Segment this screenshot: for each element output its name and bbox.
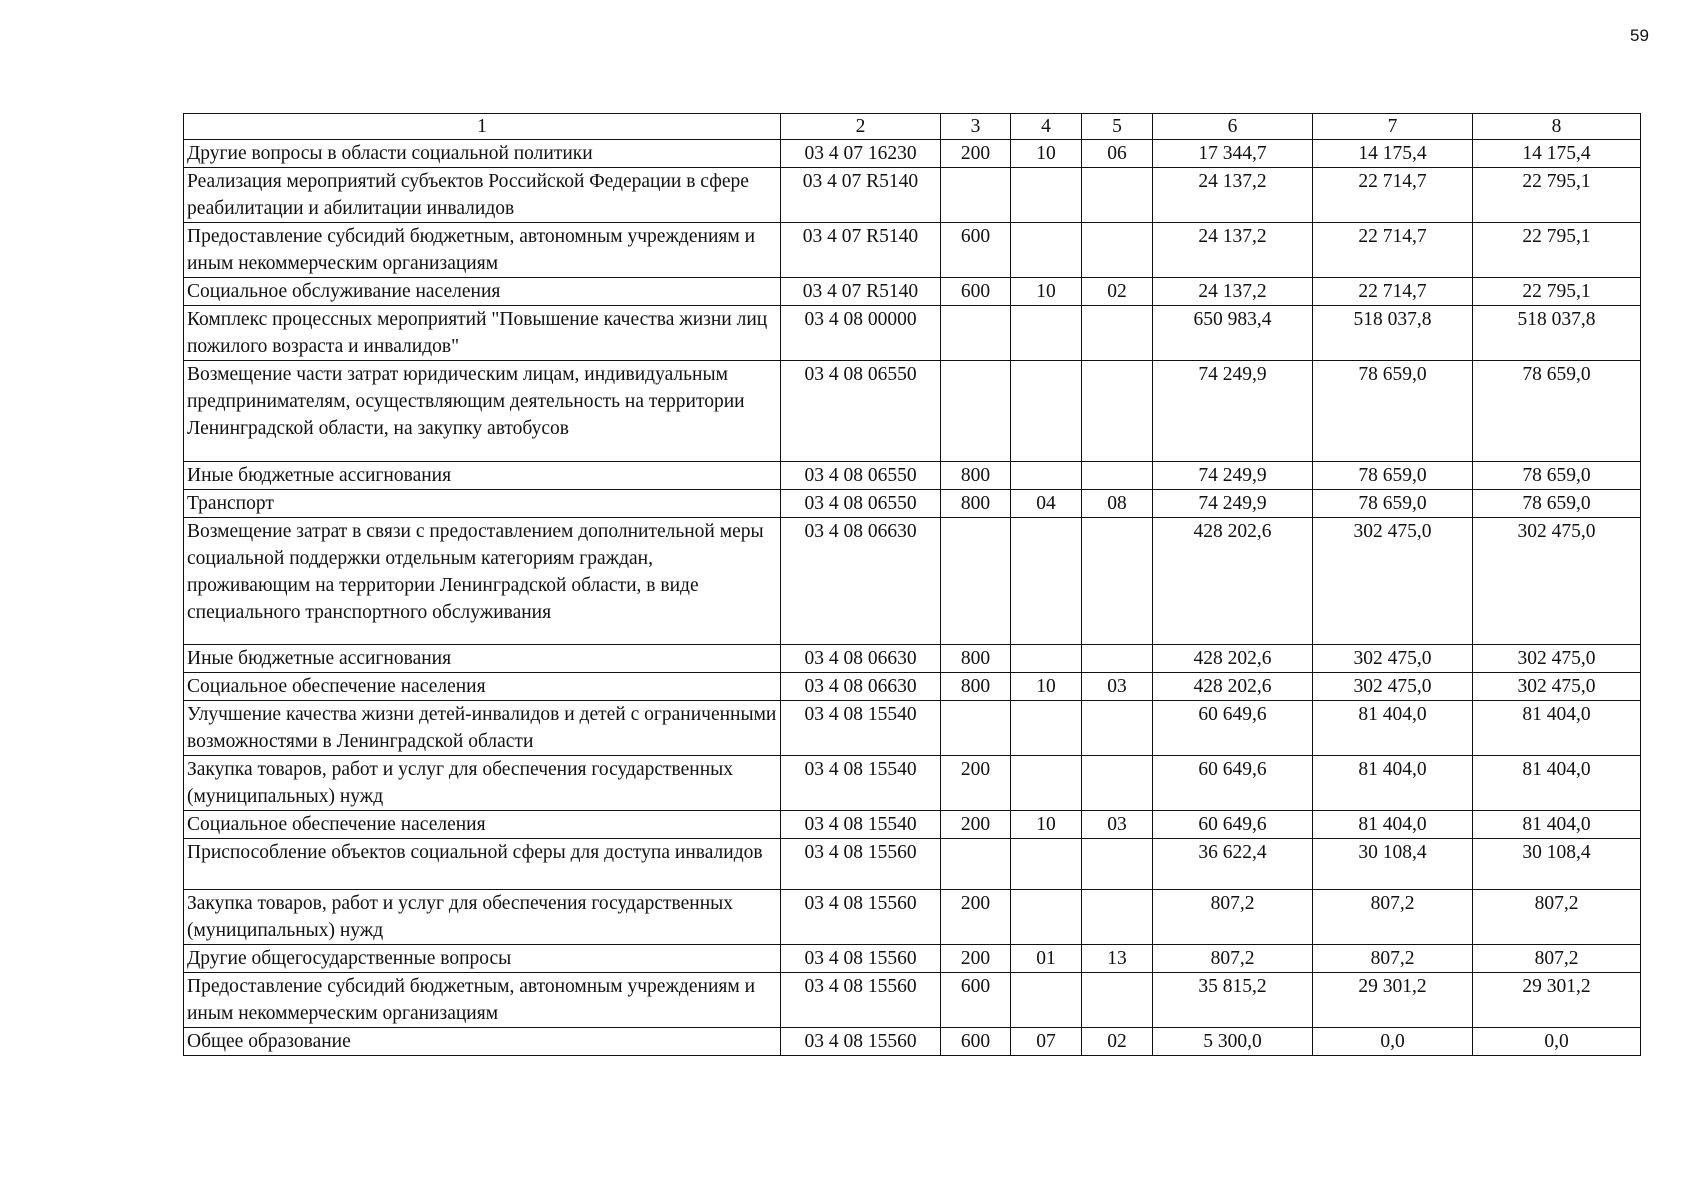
row-expense-type: 800 bbox=[941, 490, 1011, 518]
row-value-col8: 807,2 bbox=[1473, 890, 1641, 945]
row-code: 03 4 08 15560 bbox=[781, 839, 941, 890]
column-header: 2 bbox=[781, 114, 941, 140]
row-section bbox=[1011, 361, 1082, 462]
row-value-col6: 807,2 bbox=[1153, 945, 1313, 973]
column-header: 5 bbox=[1082, 114, 1153, 140]
row-name: Закупка товаров, работ и услуг для обеспечения государственных (муниципальных) нужд bbox=[184, 890, 781, 945]
row-expense-type: 600 bbox=[941, 1028, 1011, 1056]
row-code: 03 4 08 06630 bbox=[781, 518, 941, 645]
row-expense-type bbox=[941, 839, 1011, 890]
column-header: 7 bbox=[1313, 114, 1473, 140]
row-value-col6: 74 249,9 bbox=[1153, 462, 1313, 490]
row-section bbox=[1011, 839, 1082, 890]
row-value-col8: 81 404,0 bbox=[1473, 756, 1641, 811]
row-subsection bbox=[1082, 518, 1153, 645]
row-subsection: 03 bbox=[1082, 673, 1153, 701]
row-value-col8: 81 404,0 bbox=[1473, 811, 1641, 839]
row-value-col8: 302 475,0 bbox=[1473, 673, 1641, 701]
row-section bbox=[1011, 756, 1082, 811]
row-subsection bbox=[1082, 306, 1153, 361]
row-section bbox=[1011, 890, 1082, 945]
row-code: 03 4 08 06550 bbox=[781, 462, 941, 490]
row-subsection bbox=[1082, 361, 1153, 462]
table-row bbox=[184, 462, 1641, 490]
row-expense-type: 200 bbox=[941, 890, 1011, 945]
row-value-col6: 36 622,4 bbox=[1153, 839, 1313, 890]
row-value-col6: 428 202,6 bbox=[1153, 645, 1313, 673]
row-code: 03 4 08 15540 bbox=[781, 701, 941, 756]
row-code: 03 4 07 R5140 bbox=[781, 223, 941, 278]
row-value-col6: 5 300,0 bbox=[1153, 1028, 1313, 1056]
row-value-col7: 22 714,7 bbox=[1313, 278, 1473, 306]
row-expense-type: 800 bbox=[941, 645, 1011, 673]
row-value-col7: 807,2 bbox=[1313, 945, 1473, 973]
row-value-col6: 428 202,6 bbox=[1153, 518, 1313, 645]
row-value-col6: 24 137,2 bbox=[1153, 168, 1313, 223]
row-value-col7: 14 175,4 bbox=[1313, 140, 1473, 168]
row-value-col7: 30 108,4 bbox=[1313, 839, 1473, 890]
header-row bbox=[184, 114, 1641, 140]
table-row bbox=[184, 839, 1641, 890]
row-name: Комплекс процессных мероприятий "Повышение качества жизни лиц пожилого возраста и инвалидов" bbox=[184, 306, 781, 361]
row-section bbox=[1011, 645, 1082, 673]
row-value-col7: 302 475,0 bbox=[1313, 645, 1473, 673]
row-value-col7: 302 475,0 bbox=[1313, 518, 1473, 645]
row-value-col6: 24 137,2 bbox=[1153, 278, 1313, 306]
row-value-col8: 78 659,0 bbox=[1473, 462, 1641, 490]
row-subsection bbox=[1082, 973, 1153, 1028]
row-value-col6: 60 649,6 bbox=[1153, 756, 1313, 811]
row-value-col8: 807,2 bbox=[1473, 945, 1641, 973]
row-code: 03 4 07 R5140 bbox=[781, 168, 941, 223]
column-header: 8 bbox=[1473, 114, 1641, 140]
row-name: Улучшение качества жизни детей-инвалидов и детей с ограниченными возможностями в Ленинградской области bbox=[184, 701, 781, 756]
row-subsection bbox=[1082, 890, 1153, 945]
row-value-col8: 29 301,2 bbox=[1473, 973, 1641, 1028]
row-value-col6: 17 344,7 bbox=[1153, 140, 1313, 168]
row-name: Приспособление объектов социальной сферы для доступа инвалидов bbox=[184, 839, 781, 890]
row-name: Закупка товаров, работ и услуг для обеспечения государственных (муниципальных) нужд bbox=[184, 756, 781, 811]
row-section bbox=[1011, 701, 1082, 756]
row-subsection: 06 bbox=[1082, 140, 1153, 168]
row-value-col7: 81 404,0 bbox=[1313, 701, 1473, 756]
row-name: Социальное обеспечение населения bbox=[184, 811, 781, 839]
row-code: 03 4 08 15540 bbox=[781, 756, 941, 811]
row-section: 07 bbox=[1011, 1028, 1082, 1056]
row-section: 04 bbox=[1011, 490, 1082, 518]
table-row bbox=[184, 490, 1641, 518]
table-row bbox=[184, 673, 1641, 701]
table-row bbox=[184, 890, 1641, 945]
row-value-col7: 807,2 bbox=[1313, 890, 1473, 945]
row-value-col7: 302 475,0 bbox=[1313, 673, 1473, 701]
row-code: 03 4 08 06550 bbox=[781, 361, 941, 462]
row-expense-type: 600 bbox=[941, 223, 1011, 278]
row-subsection bbox=[1082, 701, 1153, 756]
row-section: 01 bbox=[1011, 945, 1082, 973]
table-row bbox=[184, 701, 1641, 756]
row-value-col8: 22 795,1 bbox=[1473, 223, 1641, 278]
row-value-col6: 60 649,6 bbox=[1153, 701, 1313, 756]
row-subsection: 02 bbox=[1082, 278, 1153, 306]
budget-table bbox=[183, 113, 1641, 1056]
row-name: Общее образование bbox=[184, 1028, 781, 1056]
row-value-col6: 35 815,2 bbox=[1153, 973, 1313, 1028]
row-code: 03 4 08 15540 bbox=[781, 811, 941, 839]
row-section bbox=[1011, 462, 1082, 490]
row-name: Реализация мероприятий субъектов Российской Федерации в сфере реабилитации и абилитации инвалидов bbox=[184, 168, 781, 223]
row-value-col7: 29 301,2 bbox=[1313, 973, 1473, 1028]
row-value-col7: 518 037,8 bbox=[1313, 306, 1473, 361]
row-section: 10 bbox=[1011, 278, 1082, 306]
row-expense-type bbox=[941, 168, 1011, 223]
row-value-col8: 518 037,8 bbox=[1473, 306, 1641, 361]
row-section bbox=[1011, 168, 1082, 223]
row-value-col8: 302 475,0 bbox=[1473, 645, 1641, 673]
column-header: 6 bbox=[1153, 114, 1313, 140]
row-section: 10 bbox=[1011, 140, 1082, 168]
row-code: 03 4 08 06630 bbox=[781, 673, 941, 701]
row-value-col7: 78 659,0 bbox=[1313, 462, 1473, 490]
row-code: 03 4 08 06550 bbox=[781, 490, 941, 518]
row-expense-type: 800 bbox=[941, 462, 1011, 490]
row-value-col6: 74 249,9 bbox=[1153, 490, 1313, 518]
row-section: 10 bbox=[1011, 673, 1082, 701]
row-subsection: 08 bbox=[1082, 490, 1153, 518]
row-name: Социальное обеспечение населения bbox=[184, 673, 781, 701]
row-name: Возмещение части затрат юридическим лицам, индивидуальным предпринимателям, осуществляющим деятельность на территории Ленинградской области, на закупку автобусов bbox=[184, 361, 781, 462]
row-code: 03 4 08 15560 bbox=[781, 945, 941, 973]
table-row bbox=[184, 811, 1641, 839]
row-value-col8: 14 175,4 bbox=[1473, 140, 1641, 168]
row-value-col7: 0,0 bbox=[1313, 1028, 1473, 1056]
row-subsection bbox=[1082, 756, 1153, 811]
row-expense-type: 600 bbox=[941, 278, 1011, 306]
row-value-col6: 650 983,4 bbox=[1153, 306, 1313, 361]
row-value-col8: 78 659,0 bbox=[1473, 361, 1641, 462]
column-header: 3 bbox=[941, 114, 1011, 140]
page-number: 59 bbox=[1630, 26, 1649, 45]
row-expense-type: 200 bbox=[941, 945, 1011, 973]
row-value-col8: 0,0 bbox=[1473, 1028, 1641, 1056]
row-expense-type bbox=[941, 518, 1011, 645]
row-value-col7: 81 404,0 bbox=[1313, 756, 1473, 811]
row-name: Иные бюджетные ассигнования bbox=[184, 645, 781, 673]
row-section: 10 bbox=[1011, 811, 1082, 839]
row-name: Возмещение затрат в связи с предоставлением дополнительной меры социальной поддержки отдельным категориям граждан, проживающим на территории Ленинградской области, в виде специального транспортного обслуживания bbox=[184, 518, 781, 645]
row-value-col7: 78 659,0 bbox=[1313, 361, 1473, 462]
row-value-col6: 24 137,2 bbox=[1153, 223, 1313, 278]
row-expense-type: 600 bbox=[941, 973, 1011, 1028]
row-subsection: 03 bbox=[1082, 811, 1153, 839]
row-name: Иные бюджетные ассигнования bbox=[184, 462, 781, 490]
row-value-col6: 428 202,6 bbox=[1153, 673, 1313, 701]
table-row bbox=[184, 1028, 1641, 1056]
row-code: 03 4 08 15560 bbox=[781, 890, 941, 945]
row-subsection: 02 bbox=[1082, 1028, 1153, 1056]
row-value-col8: 30 108,4 bbox=[1473, 839, 1641, 890]
row-subsection bbox=[1082, 839, 1153, 890]
row-name: Другие общегосударственные вопросы bbox=[184, 945, 781, 973]
table-row bbox=[184, 361, 1641, 462]
row-name: Другие вопросы в области социальной политики bbox=[184, 140, 781, 168]
row-value-col6: 60 649,6 bbox=[1153, 811, 1313, 839]
column-header: 4 bbox=[1011, 114, 1082, 140]
table-row bbox=[184, 645, 1641, 673]
row-expense-type: 200 bbox=[941, 140, 1011, 168]
table-row bbox=[184, 168, 1641, 223]
table-row bbox=[184, 306, 1641, 361]
row-value-col8: 81 404,0 bbox=[1473, 701, 1641, 756]
row-value-col8: 22 795,1 bbox=[1473, 168, 1641, 223]
row-value-col8: 302 475,0 bbox=[1473, 518, 1641, 645]
row-value-col7: 22 714,7 bbox=[1313, 168, 1473, 223]
row-code: 03 4 08 15560 bbox=[781, 1028, 941, 1056]
table-row bbox=[184, 756, 1641, 811]
row-value-col7: 81 404,0 bbox=[1313, 811, 1473, 839]
row-value-col8: 78 659,0 bbox=[1473, 490, 1641, 518]
row-section bbox=[1011, 518, 1082, 645]
column-header: 1 bbox=[184, 114, 781, 140]
row-value-col6: 807,2 bbox=[1153, 890, 1313, 945]
row-value-col7: 22 714,7 bbox=[1313, 223, 1473, 278]
row-expense-type: 800 bbox=[941, 673, 1011, 701]
row-name: Предоставление субсидий бюджетным, автономным учреждениям и иным некоммерческим организациям bbox=[184, 973, 781, 1028]
row-section bbox=[1011, 973, 1082, 1028]
row-name: Социальное обслуживание населения bbox=[184, 278, 781, 306]
table-row bbox=[184, 223, 1641, 278]
row-expense-type bbox=[941, 361, 1011, 462]
table-row bbox=[184, 140, 1641, 168]
table-row bbox=[184, 278, 1641, 306]
row-code: 03 4 07 16230 bbox=[781, 140, 941, 168]
row-code: 03 4 08 06630 bbox=[781, 645, 941, 673]
row-name: Транспорт bbox=[184, 490, 781, 518]
row-expense-type bbox=[941, 701, 1011, 756]
row-subsection bbox=[1082, 168, 1153, 223]
row-expense-type: 200 bbox=[941, 756, 1011, 811]
row-subsection bbox=[1082, 462, 1153, 490]
row-value-col8: 22 795,1 bbox=[1473, 278, 1641, 306]
row-expense-type bbox=[941, 306, 1011, 361]
row-code: 03 4 08 15560 bbox=[781, 973, 941, 1028]
row-value-col7: 78 659,0 bbox=[1313, 490, 1473, 518]
row-subsection bbox=[1082, 223, 1153, 278]
row-code: 03 4 07 R5140 bbox=[781, 278, 941, 306]
row-section bbox=[1011, 306, 1082, 361]
row-subsection: 13 bbox=[1082, 945, 1153, 973]
row-expense-type: 200 bbox=[941, 811, 1011, 839]
row-subsection bbox=[1082, 645, 1153, 673]
row-section bbox=[1011, 223, 1082, 278]
row-name: Предоставление субсидий бюджетным, автономным учреждениям и иным некоммерческим организациям bbox=[184, 223, 781, 278]
row-code: 03 4 08 00000 bbox=[781, 306, 941, 361]
row-value-col6: 74 249,9 bbox=[1153, 361, 1313, 462]
table-row bbox=[184, 518, 1641, 645]
table-row bbox=[184, 973, 1641, 1028]
table-row bbox=[184, 945, 1641, 973]
